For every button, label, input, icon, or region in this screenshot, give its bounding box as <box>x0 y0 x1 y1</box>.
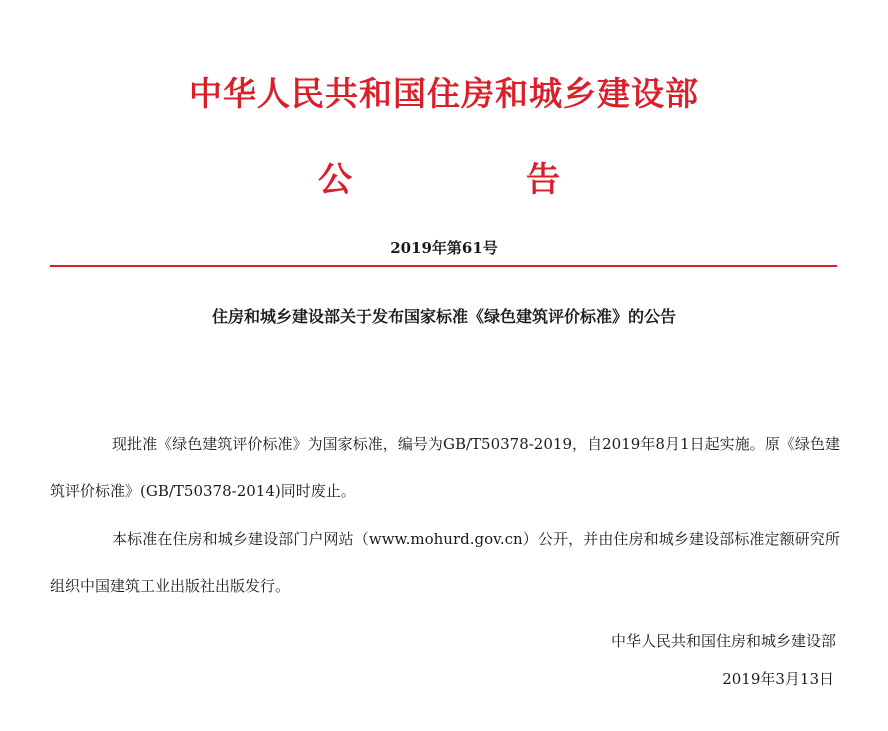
body-paragraph-1: 现批准《绿色建筑评价标准》为国家标准，编号为GB/T50378-2019，自2019年8月1日起实施。原《绿色建筑评价标准》(GB/T50378-2014)同时废止。 <box>50 435 840 500</box>
body-paragraph-2: 本标准在住房和城乡建设部门户网站（www.mohurd.gov.cn）公开，并由住房和城乡建设部标准定额研究所组织中国建筑工业出版社出版发行。 <box>50 530 840 595</box>
issuer-title: 中华人民共和国住房和城乡建设部 <box>189 74 699 113</box>
document-type-heading <box>0 158 888 202</box>
document-type-char-1: 公 <box>318 160 352 200</box>
document-number: 2019年第61号 <box>390 239 498 257</box>
document-type-char-2: 告 <box>526 160 560 200</box>
signature-organization: 中华人民共和国住房和城乡建设部 <box>610 632 836 650</box>
red-divider-line <box>50 265 837 267</box>
signature-date: 2019年3月13日 <box>722 670 834 688</box>
announcement-subject: 住房和城乡建设部关于发布国家标准《绿色建筑评价标准》的公告 <box>211 307 676 326</box>
